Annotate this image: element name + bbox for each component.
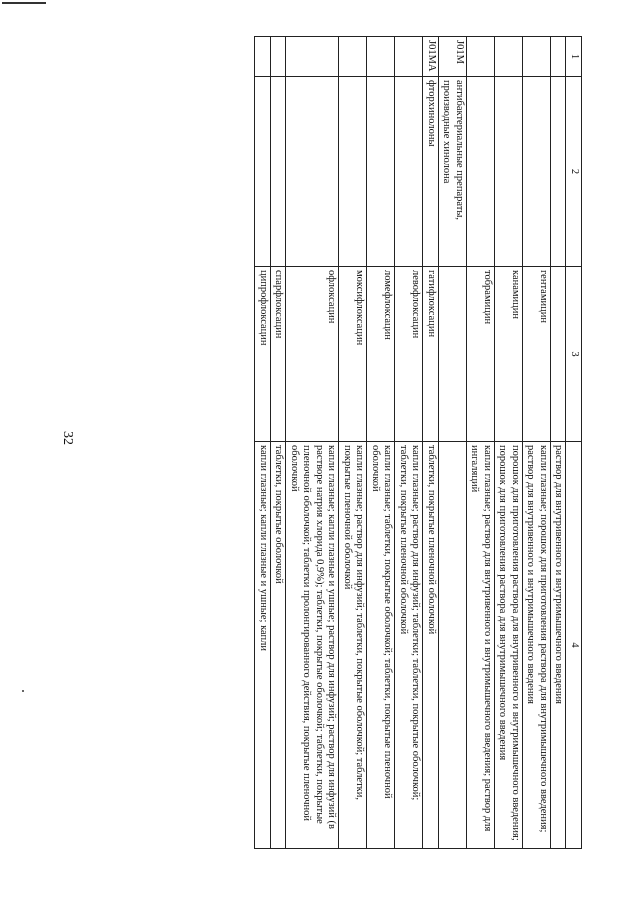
drug-name-cell: моксифлоксацин <box>339 267 367 442</box>
group-name-cell <box>495 77 523 267</box>
scan-speck <box>22 690 24 692</box>
group-name-cell <box>551 77 567 267</box>
table-row <box>339 37 367 849</box>
dosage-forms-cell: порошок для приготовления раствора для внутривенного и внутримышечного введения; порошок для приготовления раствора для внутримышечного введения <box>495 442 523 849</box>
group-name-cell <box>255 77 271 267</box>
drug-name-cell: гентамицин <box>523 267 551 442</box>
dosage-forms-cell: капли глазные; капли глазные и ушные; раствор для инфузий; раствор для инфузий (в растворе натрия хлорида 0,9%); таблетки, покрытые оболочкой; таблетки, покрытые пленочной оболочкой; таблетки пролонгированного действия, покрытые пленочной оболочкой <box>286 442 339 849</box>
header-rule <box>2 2 46 4</box>
atc-code-cell <box>395 37 423 77</box>
table-row <box>495 37 523 849</box>
group-name-cell <box>523 77 551 267</box>
table-row <box>439 37 467 849</box>
atc-code-cell <box>339 37 367 77</box>
table-row <box>286 37 339 849</box>
table-row <box>423 37 439 849</box>
dosage-forms-cell: капли глазные; порошок для приготовления раствора для внутримышечного введения; раствор для внутривенного и внутримышечного введения <box>523 442 551 849</box>
group-name-cell <box>271 77 287 267</box>
drug-name-cell: ломефлоксацин <box>367 267 395 442</box>
header-cell-4: 4 <box>566 442 582 849</box>
table-header-row <box>566 37 582 849</box>
atc-code-cell <box>271 37 287 77</box>
drug-name-cell: офлоксацин <box>286 267 339 442</box>
drug-name-cell <box>551 267 567 442</box>
dosage-forms-cell <box>439 442 467 849</box>
atc-code-cell <box>286 37 339 77</box>
group-name-cell <box>339 77 367 267</box>
header-cell-1: 1 <box>566 37 582 77</box>
table-row <box>551 37 567 849</box>
dosage-forms-cell: капли глазные; раствор для внутривенного и внутримышечного введения; раствор для ингаляций <box>467 442 495 849</box>
atc-code-cell <box>551 37 567 77</box>
atc-code-cell <box>367 37 395 77</box>
drug-name-cell: ципрофлоксацин <box>255 267 271 442</box>
dosage-forms-cell: капли глазные; капли глазные и ушные; капли <box>255 442 271 849</box>
drug-name-cell <box>439 267 467 442</box>
dosage-forms-cell: капли глазные; раствор для инфузий; таблетки, покрытые оболочкой; таблетки, покрытые пленочной оболочкой <box>339 442 367 849</box>
dosage-forms-cell: капли глазные; таблетки, покрытые оболочкой; таблетки, покрытые пленочной оболочкой <box>367 442 395 849</box>
group-name-cell <box>395 77 423 267</box>
header-cell-3: 3 <box>566 267 582 442</box>
group-name-cell: фторхинолоны <box>423 77 439 267</box>
table-row <box>271 37 287 849</box>
atc-code-cell: J01M <box>439 37 467 77</box>
drug-name-cell: гатифлоксацин <box>423 267 439 442</box>
page-number: 32 <box>60 431 75 445</box>
drug-name-cell: канамицин <box>495 267 523 442</box>
atc-code-cell <box>467 37 495 77</box>
drug-name-cell: левофлоксацин <box>395 267 423 442</box>
table-row <box>367 37 395 849</box>
group-name-cell <box>367 77 395 267</box>
header-cell-2: 2 <box>566 77 582 267</box>
dosage-forms-cell: капли глазные; раствор для инфузий; таблетки; таблетки, покрытые оболочкой; таблетки, покрытые пленочной оболочкой <box>395 442 423 849</box>
dosage-forms-cell: таблетки, покрытые пленочной оболочкой <box>423 442 439 849</box>
group-name-cell <box>286 77 339 267</box>
drug-name-cell: спарфлоксацин <box>271 267 287 442</box>
dosage-forms-cell: раствор для внутривенного и внутримышечного введения <box>551 442 567 849</box>
table-row <box>395 37 423 849</box>
group-name-cell: антибактериальные препараты, производные хинолона <box>439 77 467 267</box>
table-row <box>523 37 551 849</box>
drug-name-cell: тобрамицин <box>467 267 495 442</box>
drug-table-sheet <box>102 36 582 848</box>
table-body <box>255 37 566 849</box>
table-row <box>255 37 271 849</box>
dosage-forms-cell: таблетки, покрытые оболочкой <box>271 442 287 849</box>
atc-code-cell <box>495 37 523 77</box>
drug-table <box>255 36 583 849</box>
atc-code-cell <box>523 37 551 77</box>
atc-code-cell <box>255 37 271 77</box>
group-name-cell <box>467 77 495 267</box>
atc-code-cell: J01MA <box>423 37 439 77</box>
table-row <box>467 37 495 849</box>
